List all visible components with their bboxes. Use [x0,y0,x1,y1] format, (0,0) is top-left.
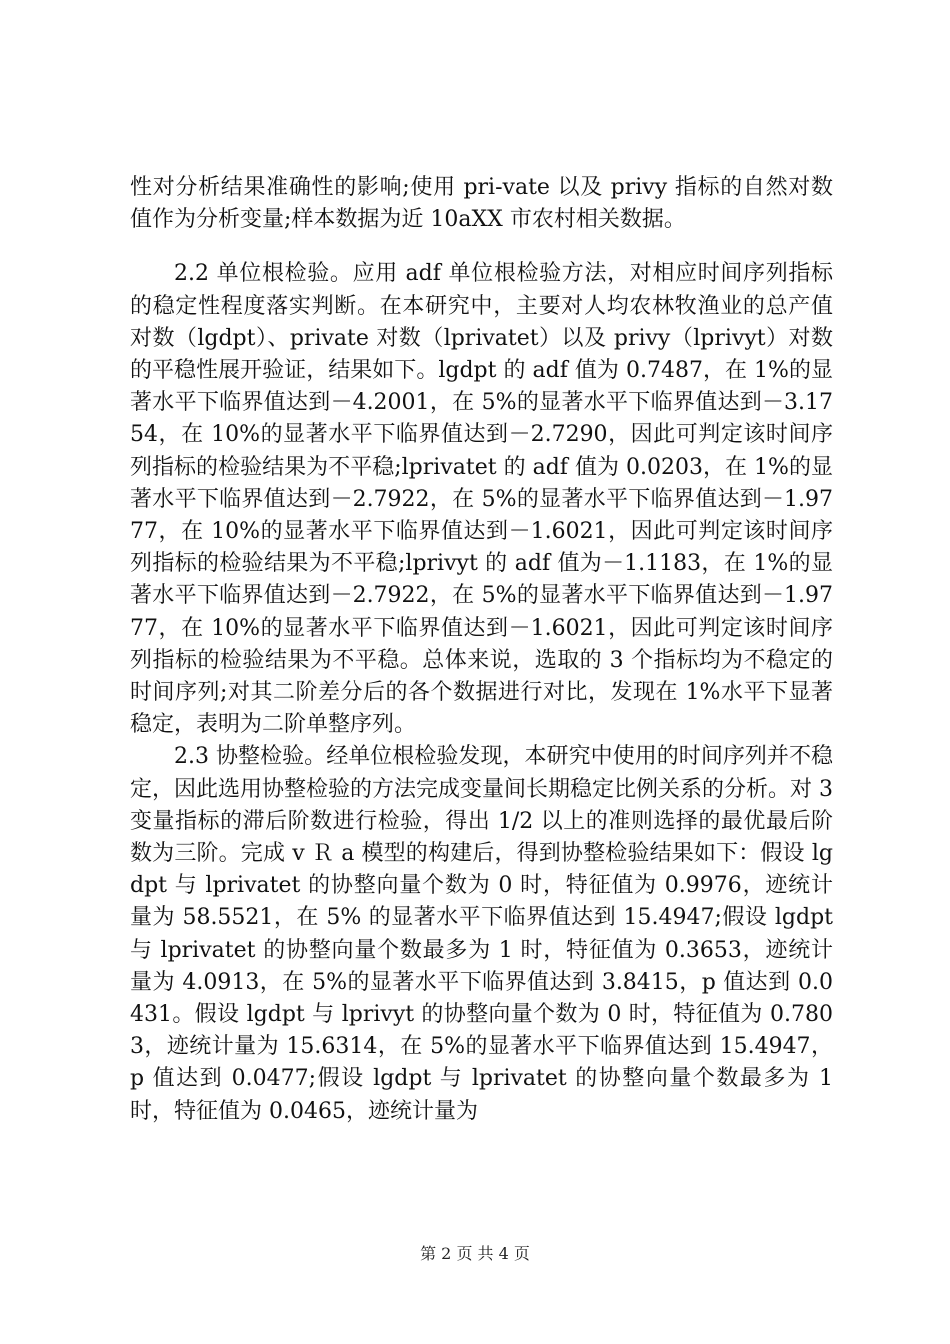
paragraph-unit-root-test: 2.2 单位根检验。应用 adf 单位根检验方法，对相应时间序列指标的稳定性程度落实判断。在本研究中，主要对人均农林牧渔业的总产值对数（lgdpt）、private 对数（lprivatet）以及 privy（lprivyt）对数的平稳性展开验证，结果如下。lgdpt 的 adf 值为 0.7487，在 1%的显著水平下临界值达到－4.2001，在 5%的显著水平下临界值达到－3.1754，在 10%的显著水平下临界值达到－2.7290，因此可判定该时间序列指标的检验结果为不平稳;lprivatet 的 adf 值为 0.0203，在 1%的显著水平下临界值达到－2.7922，在 5%的显著水平下临界值达到－1.9777，在 10%的显著水平下临界值达到－1.6021，因此可判定该时间序列指标的检验结果为不平稳;lprivyt 的 adf 值为－1.1183，在 1%的显著水平下临界值达到－2.7922，在 5%的显著水平下临界值达到－1.9777，在 10%的显著水平下临界值达到－1.6021，因此可判定该时间序列指标的检验结果为不平稳。总体来说，选取的 3 个指标均为不稳定的时间序列;对其二阶差分后的各个数据进行对比，发现在 1%水平下显著稳定，表明为二阶单整序列。 [130,261,833,738]
paragraph-cointegration-test: 2.3 协整检验。经单位根检验发现，本研究中使用的时间序列并不稳定，因此选用协整检验的方法完成变量间长期稳定比例关系的分析。对 3 变量指标的滞后阶数进行检验，得出 1/2 以上的准则选择的最优最后阶数为三阶。完成 v Ｒ a 模型的构建后，得到协整检验结果如下：假设 lgdpt 与 lprivatet 的协整向量个数为 0 时，特征值为 0.9976，迹统计量为 58.5521，在 5% 的显著水平下临界值达到 15.4947;假设 lgdpt 与 lprivatet 的协整向量个数最多为 1 时，特征值为 0.3653，迹统计量为 4.0913，在 5%的显著水平下临界值达到 3.8415，p 值达到 0.0431。假设 lgdpt 与 lprivyt 的协整向量个数为 0 时，特征值为 0.7803，迹统计量为 15.6314，在 5%的显著水平下临界值达到 15.4947，p 值达到 0.0477;假设 lgdpt 与 lprivatet 的协整向量个数最多为 1 时，特征值为 0.0465，迹统计量为 [130,744,833,1124]
paragraph-spacer [130,236,833,258]
paragraph-continuation: 性对分析结果准确性的影响;使用 pri-vate 以及 privy 指标的自然对数值作为分析变量;样本数据为近 10aXX 市农村相关数据。 [130,175,833,233]
page-footer: 第 2 页 共 4 页 [420,1244,530,1263]
document-body [130,172,833,1128]
